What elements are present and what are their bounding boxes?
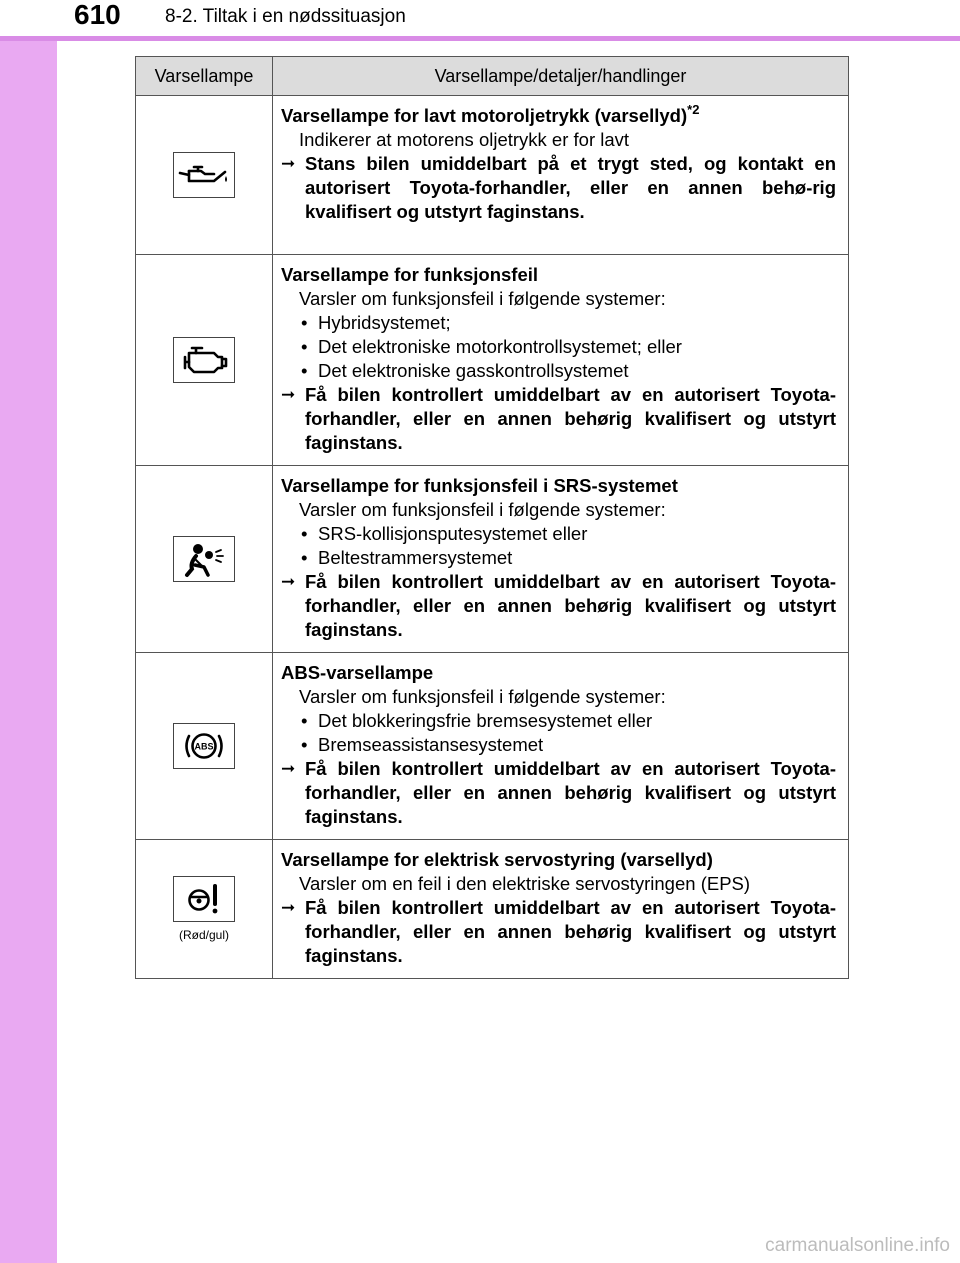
action-instruction: ➞ Få bilen kontrollert umiddelbart av en autorisert Toyota-forhandler, eller en annen behørig kvalifisert og utstyrt faginstans.: [281, 897, 836, 966]
action-instruction: ➞ Få bilen kontrollert umiddelbart av en autorisert Toyota-forhandler, eller en annen behørig kvalifisert og utstyrt faginstans.: [281, 758, 836, 827]
warning-lamp-table: [135, 56, 849, 979]
section-title: 8-2. Tiltak i en nødssituasjon: [165, 6, 406, 27]
icon-cell: [136, 466, 273, 653]
arrow-right-icon: ➞: [281, 154, 296, 173]
column-header-details: Varsellampe/detaljer/handlinger: [273, 57, 849, 96]
check-engine-icon: [173, 337, 235, 383]
details-cell: [273, 96, 849, 255]
list-item: • SRS-kollisjonsputesystemet eller: [301, 522, 836, 546]
abs-icon: [173, 723, 235, 769]
lamp-description: Indikerer at motorens oljetrykk er for lavt: [299, 129, 630, 150]
arrow-right-icon: ➞: [281, 759, 296, 778]
details-cell: [273, 255, 849, 466]
list-item: • Det blokkeringsfrie bremsesystemet eller: [301, 709, 836, 733]
details-cell: [273, 653, 849, 840]
list-item: • Det elektroniske motorkontrollsystemet; eller: [301, 335, 836, 359]
list-item: • Beltestrammersystemet: [301, 546, 836, 570]
table-header-row: [136, 57, 849, 96]
header-rule: [0, 36, 960, 41]
lamp-title: Varsellampe for funksjonsfeil i SRS-systemet: [281, 475, 678, 496]
action-instruction: ➞ Få bilen kontrollert umiddelbart av en autorisert Toyota-forhandler, eller en annen behørig kvalifisert og utstyrt faginstans.: [281, 571, 836, 640]
list-item: • Bremseassistansesystemet: [301, 733, 836, 757]
abs-icon-label: ABS: [194, 741, 214, 752]
icon-cell: [136, 255, 273, 466]
table-row: [136, 466, 849, 653]
watermark-site: carmanualsonline.info: [765, 1235, 950, 1256]
column-header-lamp: Varsellampe: [136, 57, 273, 96]
list-item: • Det elektroniske gasskontrollsystemet: [301, 359, 836, 383]
lamp-description: Varsler om funksjonsfeil i følgende systemer:: [299, 288, 666, 309]
lamp-description: Varsler om funksjonsfeil i følgende systemer:: [299, 686, 666, 707]
eps-steering-icon: [173, 876, 235, 922]
table-row: [136, 840, 849, 979]
system-list: [281, 709, 836, 757]
header-band: [0, 0, 960, 36]
icon-cell: [136, 96, 273, 255]
lamp-title: ABS-varsellampe: [281, 662, 434, 683]
icon-cell: [136, 840, 273, 979]
lamp-title: Varsellampe for elektrisk servostyring (varsellyd): [281, 849, 713, 870]
lamp-title: Varsellampe for funksjonsfeil: [281, 264, 539, 285]
system-list: [281, 311, 836, 383]
list-item: • Hybridsystemet;: [301, 311, 836, 335]
arrow-right-icon: ➞: [281, 572, 296, 591]
lamp-title: Varsellampe for lavt motoroljetrykk (varsellyd)$^{*2}$: [281, 102, 700, 126]
icon-color-note: (Rød/gul): [178, 928, 229, 942]
details-cell: [273, 840, 849, 979]
details-cell: [273, 466, 849, 653]
arrow-right-icon: ➞: [281, 385, 296, 404]
lamp-description: Varsler om funksjonsfeil i følgende systemer:: [299, 499, 666, 520]
oil-pressure-icon: [173, 152, 235, 198]
srs-airbag-icon: [173, 536, 235, 582]
action-instruction: ➞ Få bilen kontrollert umiddelbart av en autorisert Toyota-forhandler, eller en annen behørig kvalifisert og utstyrt faginstans.: [281, 384, 836, 453]
table-row: [136, 653, 849, 840]
side-color-band: [0, 0, 57, 1263]
system-list: [281, 522, 836, 570]
page-number: 610: [74, 0, 121, 30]
lamp-description: Varsler om en feil i den elektriske servostyringen (EPS): [299, 873, 751, 894]
icon-cell: [136, 653, 273, 840]
table-row: [136, 255, 849, 466]
table-row: [136, 96, 849, 255]
action-instruction: ➞ Stans bilen umiddelbart på et trygt sted, og kontakt en autorisert Toyota-forhandler, eller en annen behø-rig kvalifisert og utstyrt faginstans.: [281, 153, 836, 222]
arrow-right-icon: ➞: [281, 898, 296, 917]
